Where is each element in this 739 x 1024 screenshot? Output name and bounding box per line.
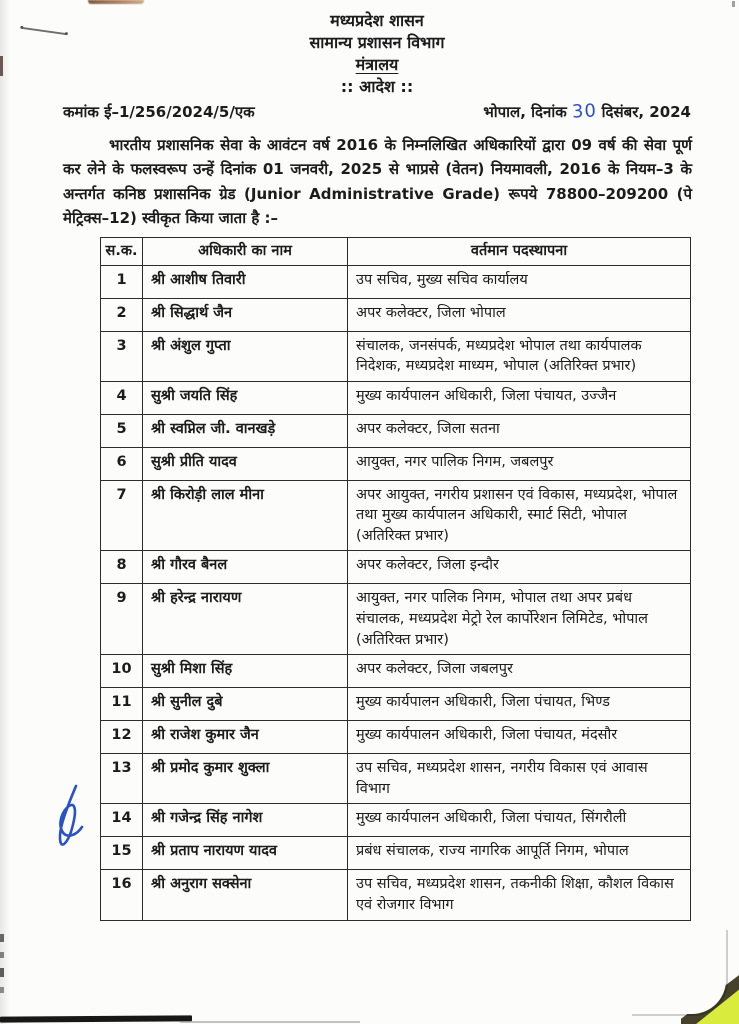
cell-officer-name: श्री किरोड़ी लाल मीना [143,480,348,551]
cell-current-posting: संचालक, जनसंपर्क, मध्यप्रदेश भोपाल तथा कार्यपालक निदेशक, मध्यप्रदेश माध्यम, भोपाल (अतिरिक्त प्रभार) [348,331,691,381]
cell-current-posting: अपर आयुक्त, नगरीय प्रशासन एवं विकास, मध्यप्रदेश, भोपाल तथा मुख्य कार्यपालन अधिकारी, स्मार्ट सिटी, भोपाल (अतिरिक्त प्रभार) [348,480,691,551]
table-row [101,584,691,655]
cell-serial: 12 [101,721,143,754]
cell-serial: 8 [101,551,143,584]
cell-current-posting: मुख्य कार्यपालन अधिकारी, जिला पंचायत, सिंगरौली [348,804,691,837]
order-label: :: आदेश :: [340,77,414,96]
header-officer-name: अधिकारी का नाम [143,238,348,266]
letterhead [63,10,691,98]
cell-serial: 11 [101,688,143,721]
cell-serial: 15 [101,837,143,870]
cell-officer-name: श्री हरेन्द्र नारायण [143,584,348,655]
cell-officer-name: सुश्री मिशा सिंह [143,655,348,688]
table-row [101,655,691,688]
cell-serial: 10 [101,655,143,688]
table-row [101,754,691,804]
cell-serial: 7 [101,480,143,551]
cell-serial: 5 [101,414,143,447]
ink-signature [38,780,100,858]
department-name: सामान्य प्रशासन विभाग [309,33,445,52]
scan-edge-tick [0,968,4,977]
scan-bottom-bar [0,1015,192,1022]
cell-officer-name: श्री सिद्धार्थ जैन [143,298,348,331]
table-row [101,381,691,414]
cell-serial: 13 [101,754,143,804]
government-name: मध्यप्रदेश शासन [330,11,424,30]
cell-serial: 14 [101,804,143,837]
cell-officer-name: श्री गौरव बैनल [143,551,348,584]
cell-current-posting: उप सचिव, मध्यप्रदेश शासन, तकनीकी शिक्षा, कौशल विकास एवं रोजगार विभाग [348,870,691,920]
cell-officer-name: श्री स्वप्निल जी. वानखड़े [143,414,348,447]
cell-serial: 1 [101,265,143,298]
ministry-label: मंत्रालय [355,55,399,74]
cell-officer-name: श्री राजेश कुमार जैन [143,721,348,754]
scan-edge-tick [0,952,4,958]
pencil-mark [21,27,67,35]
table-row [101,265,691,298]
curled-paper-corner [630,928,726,1014]
table-row [101,721,691,754]
scan-bottom-line [180,1021,360,1023]
cell-serial: 4 [101,381,143,414]
header-serial: स.क. [101,238,143,266]
header-current-posting: वर्तमान पदस्थापना [348,238,691,266]
page-corner-curl [681,972,739,1024]
cell-current-posting: अपर कलेक्टर, जिला भोपाल [348,298,691,331]
cell-serial: 9 [101,584,143,655]
scan-speck [732,1,735,7]
scan-edge-tick [0,987,4,993]
officers-table-body [101,265,691,920]
cell-serial: 2 [101,298,143,331]
table-row [101,837,691,870]
table-row [101,331,691,381]
cell-serial: 16 [101,870,143,920]
reference-number: कमांक ई–1/256/2024/5/एक [63,103,255,121]
cell-current-posting: उप सचिव, मध्यप्रदेश शासन, नगरीय विकास एवं आवास विभाग [348,754,691,804]
cell-current-posting: अपर कलेक्टर, जिला सतना [348,414,691,447]
table-row [101,688,691,721]
cell-serial: 6 [101,447,143,480]
cell-serial: 3 [101,331,143,381]
table-row [101,804,691,837]
cell-officer-name: सुश्री प्रीति यादव [143,447,348,480]
cell-officer-name: श्री गजेन्द्र सिंह नागेश [143,804,348,837]
place-date-suffix: दिसंबर, 2024 [601,103,691,121]
cell-current-posting: मुख्य कार्यपालन अधिकारी, जिला पंचायत, उज्जैन [348,381,691,414]
cell-current-posting: अपर कलेक्टर, जिला जबलपुर [348,655,691,688]
table-row [101,551,691,584]
reference-row [63,101,691,122]
cell-officer-name: श्री प्रमोद कुमार शुक्ला [143,754,348,804]
officers-table [100,237,691,921]
table-row [101,870,691,920]
order-body-paragraph: भारतीय प्रशासनिक सेवा के आवंटन वर्ष 2016 के निम्नलिखित अधिकारियों द्वारा 09 वर्ष की सेवा पूर्ण कर लेने के फलस्वरूप उन्हें दिनांक 01 जनवरी, 2025 से भाप्रसे (वेतन) नियमावली, 2016 के नियम–3 के अन्तर्गत कनिष्ठ प्रशासनिक ग्रेड (Junior Administrative Grade) रूपये 78800–209200 (पे मेट्रिक्स–12) स्वीकृत किया जाता है :– [63,136,692,227]
place-date-prefix: भोपाल, दिनांक [483,103,567,121]
cell-current-posting: मुख्य कार्यपालन अधिकारी, जिला पंचायत, भिण्ड [348,688,691,721]
cell-current-posting: प्रबंध संचालक, राज्य नागरिक आपूर्ति निगम, भोपाल [348,837,691,870]
table-header-row [101,238,691,266]
cell-officer-name: श्री अनुराग सक्सेना [143,870,348,920]
cell-current-posting: उप सचिव, मुख्य सचिव कार्यालय [348,265,691,298]
cell-officer-name: श्री सुनील दुबे [143,688,348,721]
cell-officer-name: सुश्री जयति सिंह [143,381,348,414]
cell-officer-name: श्री आशीष तिवारी [143,265,348,298]
table-row [101,480,691,551]
table-row [101,414,691,447]
cell-current-posting: आयुक्त, नगर पालिक निगम, भोपाल तथा अपर प्रबंध संचालक, मध्यप्रदेश मेट्रो रेल कार्पोरेशन लिमिटेड, भोपाल (अतिरिक्त प्रभार) [348,584,691,655]
cell-current-posting: आयुक्त, नगर पालिक निगम, जबलपुर [348,447,691,480]
cell-officer-name: श्री प्रताप नारायण यादव [143,837,348,870]
handwritten-day: 30 [571,100,598,123]
scan-smudge-top [88,0,144,4]
scan-edge-tick [0,934,4,942]
cell-current-posting: अपर कलेक्टर, जिला इन्दौर [348,551,691,584]
cell-current-posting: मुख्य कार्यपालन अधिकारी, जिला पंचायत, मंदसौर [348,721,691,754]
place-date-line [483,101,691,122]
scan-edge-mark [0,56,3,76]
table-row [101,447,691,480]
table-row [101,298,691,331]
cell-officer-name: श्री अंशुल गुप्ता [143,331,348,381]
